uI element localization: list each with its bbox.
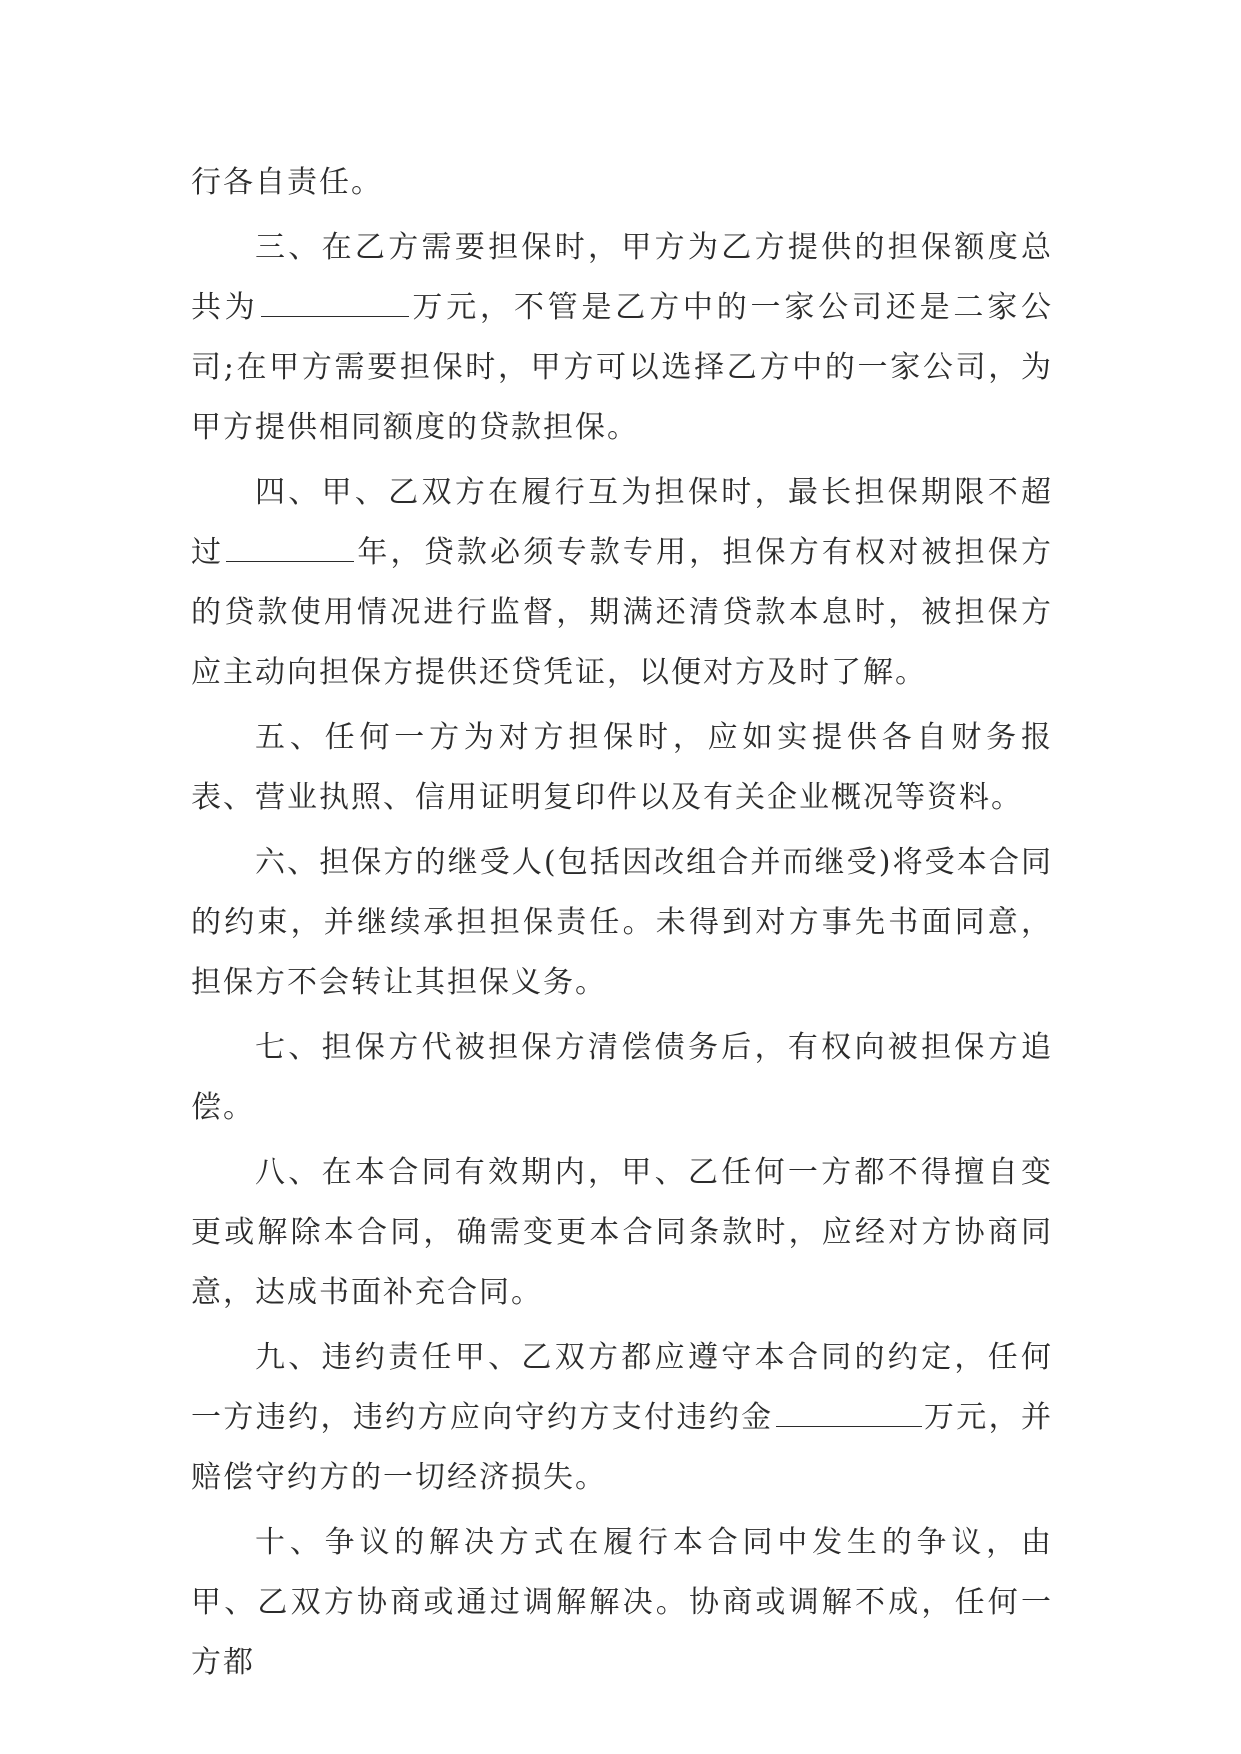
clause-8 (191, 1143, 1053, 1323)
clause-4 (191, 463, 1053, 703)
paragraph-continuation (191, 153, 1053, 213)
clause-3 (191, 218, 1053, 458)
clause-text: 七、担保方代被担保方清偿债务后，有权向被担保方追偿。 (191, 1030, 1053, 1125)
clause-7 (191, 1018, 1053, 1138)
blank-guarantee-period (226, 533, 354, 562)
clause-text: 十、争议的解决方式在履行本合同中发生的争议，由甲、乙双方协商或通过调解解决。协商或调解不成，任何一方都 (191, 1525, 1053, 1680)
blank-penalty-amount (776, 1398, 922, 1427)
clause-text: 六、担保方的继受人(包括因改组合并而继受)将受本合同的约束，并继续承担担保责任。未得到对方事先书面同意，担保方不会转让其担保义务。 (191, 845, 1053, 1000)
clause-text: 五、任何一方为对方担保时，应如实提供各自财务报表、营业执照、信用证明复印件以及有关企业概况等资料。 (191, 720, 1053, 815)
clause-text: 三、在乙方需要担保时，甲方为乙方提供的担保额度总共为 (191, 230, 1053, 325)
clause-text: 年，贷款必须专款专用，担保方有权对被担保方的贷款使用情况进行监督，期满还清贷款本息时，被担保方应主动向担保方提供还贷凭证，以便对方及时了解。 (191, 535, 1054, 690)
clause-5 (191, 708, 1053, 828)
clause-text: 四、甲、乙双方在履行互为担保时，最长担保期限不超过 (191, 475, 1053, 570)
clause-9 (191, 1328, 1053, 1508)
clause-text: 万元，不管是乙方中的一家公司还是二家公司;在甲方需要担保时，甲方可以选择乙方中的一家公司，为甲方提供相同额度的贷款担保。 (191, 290, 1054, 445)
clause-6 (191, 833, 1053, 1013)
clause-text: 万元，并赔偿守约方的一切经济损失。 (191, 1400, 1054, 1495)
blank-guarantee-amount (261, 288, 409, 317)
clause-text: 八、在本合同有效期内，甲、乙任何一方都不得擅自变更或解除本合同，确需变更本合同条款时，应经对方协商同意，达成书面补充合同。 (191, 1155, 1053, 1310)
clause-10 (191, 1513, 1053, 1693)
clause-text: 九、违约责任甲、乙双方都应遵守本合同的约定，任何一方违约，违约方应向守约方支付违约金 (191, 1340, 1053, 1435)
paragraph-text: 行各自责任。 (191, 165, 383, 200)
document-body (191, 153, 1053, 1698)
